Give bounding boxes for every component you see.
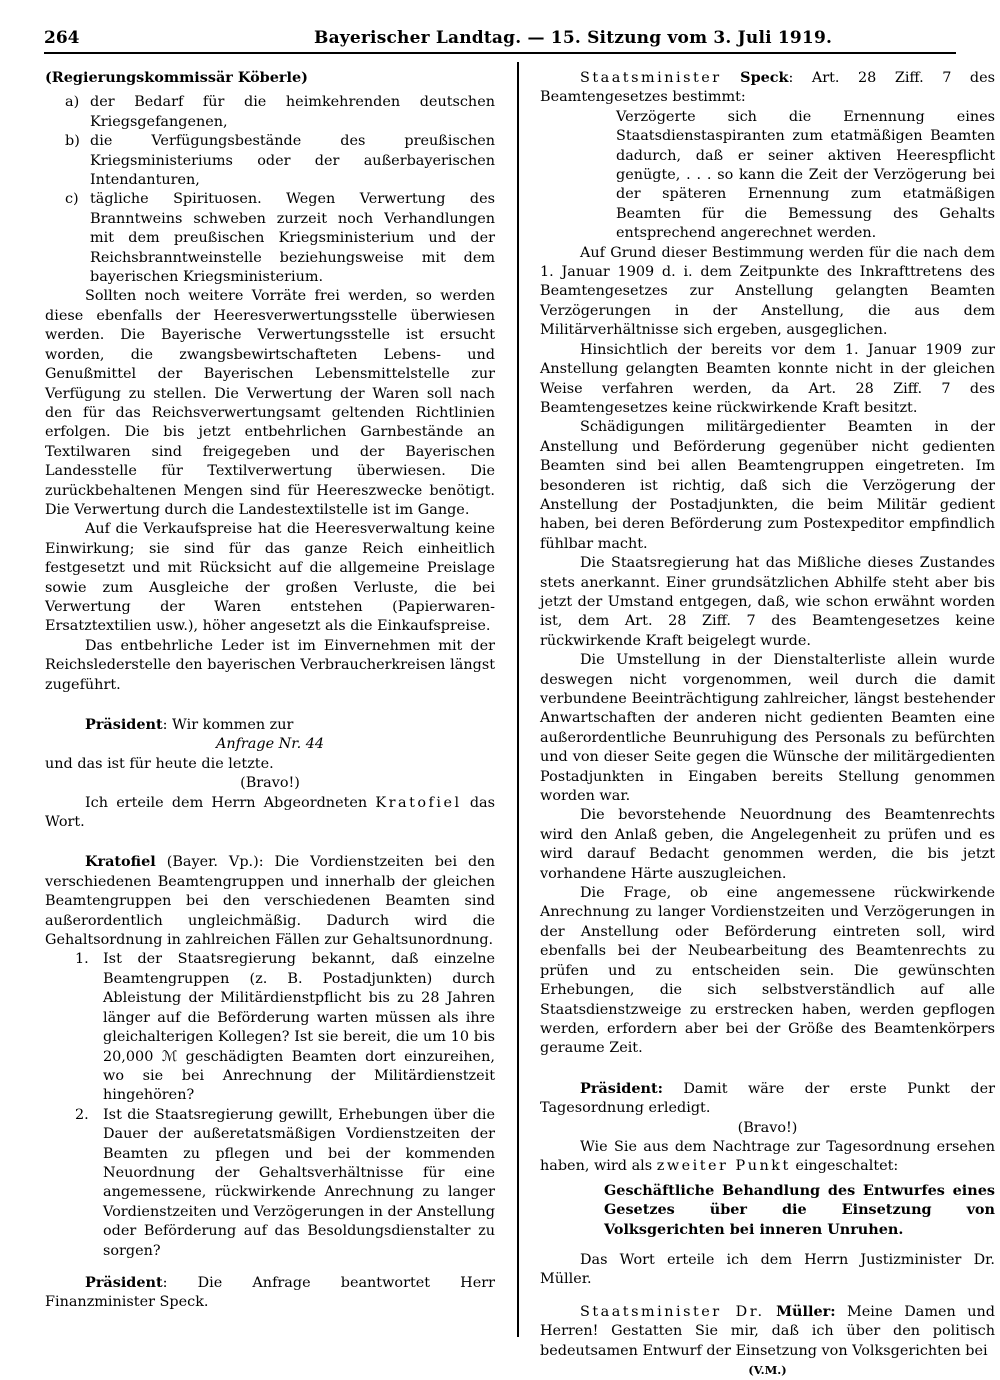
list-label: a) bbox=[65, 94, 80, 111]
speech-text: (Bayer. Vp.): Die Vordienstzeiten bei den verschiedenen Beamtengruppen und innerhalb der gleichen Beamtengruppen bei den verschiedenen Beamten sind außerordentlich ungleichmäßig. Dadurch wird die Gehaltsordnung in zahlreichen Fällen zur Gehaltsunordnung. bbox=[45, 854, 495, 949]
give-word: Das Wort erteile ich dem Herrn Justizminister Dr. Müller. bbox=[540, 1251, 995, 1288]
paragraph: Die bevorstehende Neuordnung des Beamtenrechts wird den Anlaß geben, die Angelegenheit zu prüfen und es wird darauf Bedacht genommen werden, die bis jetzt vorhandene Härte auszugleichen. bbox=[540, 807, 995, 882]
list-item bbox=[45, 132, 495, 190]
agenda-topic: Geschäftliche Behandlung des Entwurfes eines Gesetzes über die Einsetzung von Volksgerichten bei inneren Unruhen. bbox=[604, 1181, 995, 1238]
right-column bbox=[540, 68, 995, 1380]
speaker-name: Müller: bbox=[776, 1302, 836, 1320]
question-item bbox=[75, 1106, 495, 1261]
paragraph: Das entbehrliche Leder ist im Einvernehmen mit der Reichslederstelle den bayerischen Verbraucherkreisen längst zugeführt. bbox=[45, 637, 495, 693]
page-header bbox=[44, 28, 956, 50]
spaced-text: zweiter Punkt bbox=[656, 1158, 791, 1175]
applause: (Bravo!) bbox=[240, 775, 300, 792]
speech-text: Meine Damen und Herren! Gestatten Sie mir, daß ich über den politisch bedeutsamen Entwurf der Einsetzung von Volksgerichten bei bbox=[540, 1303, 996, 1359]
mueller-speech bbox=[540, 1302, 995, 1361]
paragraph: Sollten noch weitere Vorräte frei werden, so werden diese ebenfalls der Heeresverwertungsstelle überwiesen werden. Die Bayerische Verwertungsstelle ist ersucht worden, die zwangsbewirtschafteten Lebens- und Genußmittel der Bayerischen Lebensmittelstelle zur Verfügung zu stellen. Die Verwertung der Waren soll nach den für das Reichsverwertungsamt geltenden Richtlinien erfolgen. Die bis jetzt entbehrlichen Garnbestände an Textilwaren sind freigegeben und der Bayerischen Landesstelle für Textilverwertung überwiesen. Die zurückbehaltenen Mengen sind für Heereszwecke benötigt. Die Verwertung durch die Landestextilstelle ist im Gange. bbox=[45, 288, 495, 518]
question-label: 2. bbox=[75, 1106, 89, 1123]
kratofiel-speech bbox=[45, 852, 495, 950]
give-word-post: das Wort. bbox=[45, 794, 496, 831]
question-label: 1. bbox=[75, 951, 89, 968]
paragraph: Schädigungen militärgedienter Beamten in der Anstellung und Beförderung gegenüber nicht gedienten Beamten sind bei allen Beamtengruppen eingetreten. Im besonderen ist richtig, daß sich die Verzögerung der Anstellung der Postadjunkten, die beim Militär gedient haben, bei deren Beförderung zum Postexpeditor empfindlich fühlbar macht. bbox=[540, 419, 995, 552]
left-column bbox=[45, 68, 495, 1313]
list-text: der Bedarf für die heimkehrenden deutschen Kriegsgefangenen, bbox=[90, 94, 495, 130]
give-word-pre: Ich erteile dem Herrn Abgeordneten bbox=[85, 794, 368, 811]
give-word bbox=[45, 794, 495, 833]
president-remark bbox=[540, 1079, 995, 1119]
paragraph: Hinsichtlich der bereits vor dem 1. Januar 1909 zur Anstellung gelangten Beamten konnte nicht in der gleichen Weise verfahren werden, da Art. 28 Ziff. 7 des Beamtengesetzes keine rückwirkende Kraft besitzt. bbox=[540, 341, 995, 416]
nachtrag-post: eingeschaltet: bbox=[795, 1158, 899, 1175]
speck-intro bbox=[540, 68, 995, 108]
speech-text: : Art. 28 Ziff. 7 des Beamtengesetzes bestimmt: bbox=[540, 70, 995, 106]
footer-mark: (V.M.) bbox=[748, 1363, 787, 1377]
list-item bbox=[45, 93, 495, 132]
president-remark bbox=[45, 715, 495, 735]
speaker-title: Staatsminister Dr. bbox=[580, 1303, 765, 1320]
running-title: Bayerischer Landtag. — 15. Sitzung vom 3. Juli 1919. bbox=[314, 28, 833, 48]
speaker-name: Speck bbox=[740, 69, 789, 86]
speech-text: : Wir kommen zur bbox=[162, 717, 294, 733]
speaker-name: Präsident: bbox=[580, 1079, 663, 1097]
applause: (Bravo!) bbox=[737, 1119, 798, 1136]
list-text: tägliche Spirituosen. Wegen Verwertung des Branntweins schweben zurzeit noch Verhandlungen mit dem preußischen Kriegsministerium und der Reichsbranntweinstelle beziehungsweise mit dem bayerischen Kriegsministerium. bbox=[90, 191, 495, 286]
nachtrag-pre: Wie Sie aus dem Nachtrage zur Tagesordnung ersehen haben, wird als bbox=[540, 1138, 995, 1175]
question-text: Ist der Staatsregierung bekannt, daß einzelne Beamtengruppen (z. B. Postadjunkten) durch Ableistung der Militärdienstpflicht bis zu 28 Jahren länger auf die Beförderung warten müssen als ihre gleichalterigen Kollegen? Ist sie bereit, die um 10 bis 20,000 ℳ geschädigten Beamten dort einzureihen, wo sie bei Anrechnung der Militärdienstzeit hingehören? bbox=[103, 951, 495, 1104]
list-label: c) bbox=[65, 191, 79, 208]
paragraph bbox=[540, 1138, 995, 1177]
speaker-title: Staatsminister bbox=[580, 70, 722, 86]
list-text: die Verfügungsbestände des preußischen Kriegsministeriums oder der außerbayerischen Intendanturen, bbox=[90, 133, 495, 189]
paragraph: und das ist für heute die letzte. bbox=[45, 755, 274, 772]
speech-text: : Die Anfrage beantwortet Herr Finanzminister Speck. bbox=[45, 1274, 495, 1311]
paragraph: Die Frage, ob eine angemessene rückwirkende Anrechnung zu langer Vordienstzeiten und Verzögerungen in der Anstellung oder Beförderung eintreten soll, wird ebenfalls bei der Neubearbeitung des Beamtenrechts zu prüfen und zu entscheiden sein. Die gewünschten Erhebungen, die sich selbstverständlich auf alle Staatsdienstzweige zu erstrecken haben, werden gepflogen werden, erfordern aber bei der Größe des Beamtenkörpers geraume Zeit. bbox=[540, 885, 995, 1057]
question-text: Ist die Staatsregierung gewillt, Erhebungen über die Dauer der außeretatsmäßigen Vordienstzeiten der Beamten zu pflegen und bei der kommenden Neuordnung der Gehaltsverhältnisse für eine angemessene, rückwirkende Anrechnung zu langer Vordienstzeiten und Verzögerungen in der Anstellung oder Beförderung auf das Besoldungsdienstalter zu sorgen? bbox=[103, 1106, 495, 1259]
paragraph: Die Umstellung in der Dienstalterliste allein wurde deswegen nicht vorgenommen, weil durch die damit verbundene Beeinträchtigung zahlreicher, längst bestehender Anwartschaften der anderen nicht gedienten Beamten eine außerordentliche Beunruhigung des Personals zu befürchten und von dieser Seite gegen die Wünsche der militärgedienten Postadjunkten in Eingaben bereits Stellung genommen worden war. bbox=[540, 652, 995, 805]
speaker-name: Präsident bbox=[85, 716, 163, 733]
anfrage-title: Anfrage Nr. 44 bbox=[215, 736, 325, 753]
paragraph: Auf die Verkaufspreise hat die Heeresverwaltung keine Einwirkung; sie sind für das ganze Reich einheitlich festgesetzt und mit Rücksicht auf die allgemeine Preislage sowie zum Ausgleiche der großen Verluste, die bei Verwertung der Waren entstehen (Papierwaren-Ersatztextilien usw.), höher angesetzt als die Einkaufspreise. bbox=[45, 521, 495, 635]
paragraph: Die Staatsregierung hat das Mißliche dieses Zustandes stets anerkannt. Einer grundsätzlichen Abhilfe steht aber bis jetzt der Umstand entgegen, daß, wie schon erwähnt worden ist, dem Art. 28 Ziff. 7 des Beamtengesetzes keine rückwirkende Kraft beigelegt wurde. bbox=[540, 555, 995, 649]
speaker-name: Präsident bbox=[85, 1273, 163, 1291]
question-item bbox=[75, 950, 495, 1105]
list-item bbox=[45, 190, 495, 287]
speaker-heading: (Regierungskommissär Köberle) bbox=[45, 69, 308, 86]
speech-text: Damit wäre der erste Punkt der Tagesordnung erledigt. bbox=[540, 1080, 995, 1117]
paragraph: Auf Grund dieser Bestimmung werden für die nach dem 1. Januar 1909 d. i. dem Zeitpunkte des Inkrafttretens des Beamtengesetzes zur Anstellung gelangten Beamten Verzögerungen in der Anstellung, die aus dem Militärverhältnisse sich ergeben, ausgeglichen. bbox=[540, 244, 995, 339]
header-rule bbox=[44, 52, 956, 54]
president-remark bbox=[45, 1273, 495, 1313]
speaker-name-spaced: Kratofiel bbox=[375, 794, 462, 811]
law-quote: Verzögerte sich die Ernennung eines Staatsdienstaspiranten zum etatmäßigen Beamten dadurch, daß er seiner aktiven Heerespflicht genügte, . . . so kann die Zeit der Verzögerung bei der späteren Ernennung zum etatmäßigen Beamten für die Bemessung des Gehalts entsprechend angerechnet werden. bbox=[616, 108, 995, 242]
speaker-name: Kratofiel bbox=[85, 853, 156, 871]
column-divider bbox=[517, 62, 519, 1337]
list-label: b) bbox=[65, 133, 80, 150]
page-number: 264 bbox=[44, 28, 80, 48]
